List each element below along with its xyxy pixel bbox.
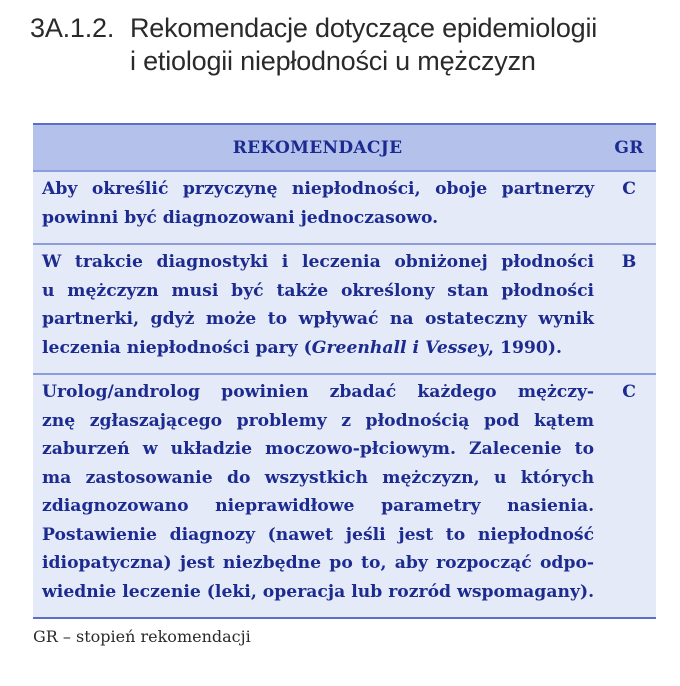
text-line: idiopatyczna) jest niezbędne po to, aby rozpocząć odpo-: [42, 553, 595, 573]
text-line: Urolog/androlog powinien zbadać każdego mężczy-: [42, 382, 595, 402]
recommendation-text: [33, 374, 602, 618]
section-number: 3A.1.2.: [30, 13, 115, 43]
text-line: zdiagnozowano nieprawidłowe parametry nasienia.: [42, 496, 595, 516]
footnote: GR – stopień rekomendacji: [33, 627, 251, 646]
text-segment: , 1990).: [488, 337, 562, 358]
recommendations-table: [33, 123, 656, 619]
text-line: ma zastosowanie do wszystkich mężczyzn, u których: [42, 467, 595, 488]
text-line: zaburzeń w układzie moczowo-płciowym. Zalecenie to: [42, 439, 595, 459]
text-line: W trakcie diagnostyki i leczenia obniżonej płodności: [42, 252, 595, 272]
recommendation-grade: B: [602, 244, 656, 374]
table-row: [33, 244, 656, 374]
recommendation-grade: C: [602, 171, 656, 244]
text-line: [42, 334, 594, 363]
text-line: Aby określić przyczynę niepłodności, oboje partnerzy: [42, 179, 595, 199]
recommendation-grade: C: [602, 374, 656, 618]
section-title-line-2: i etiologii niepłodności u mężczyzn: [130, 46, 536, 76]
table-row: [33, 374, 656, 618]
text-line: powinni być diagnozowani jednoczasowo.: [42, 207, 439, 228]
text-segment: leczenia niepłodności pary (: [42, 337, 312, 358]
column-header-grade: GR: [602, 124, 656, 171]
text-line: u mężczyzn musi być także określony stan płodności: [42, 280, 595, 301]
text-line: partnerki, gdyż może to wpływać na ostateczny wynik: [42, 309, 595, 329]
text-line: Postawienie diagnozy (nawet jeśli jest to niepłodność: [42, 524, 595, 545]
table-row: [33, 171, 656, 244]
recommendation-text: [33, 244, 602, 374]
table-header-row: [33, 124, 656, 171]
text-line: znę zgłaszającego problemy z płodnością pod kątem: [42, 410, 595, 431]
column-header-recommendations: REKOMENDACJE: [33, 124, 602, 171]
recommendation-text: [33, 171, 602, 244]
text-line: wiednie leczenie (leki, operacja lub rozród wspomagany).: [42, 581, 595, 602]
section-title: [130, 12, 670, 78]
section-title-line-1: Rekomendacje dotyczące epidemiologii: [130, 13, 598, 43]
citation: Greenhall i Vessey: [311, 337, 489, 358]
